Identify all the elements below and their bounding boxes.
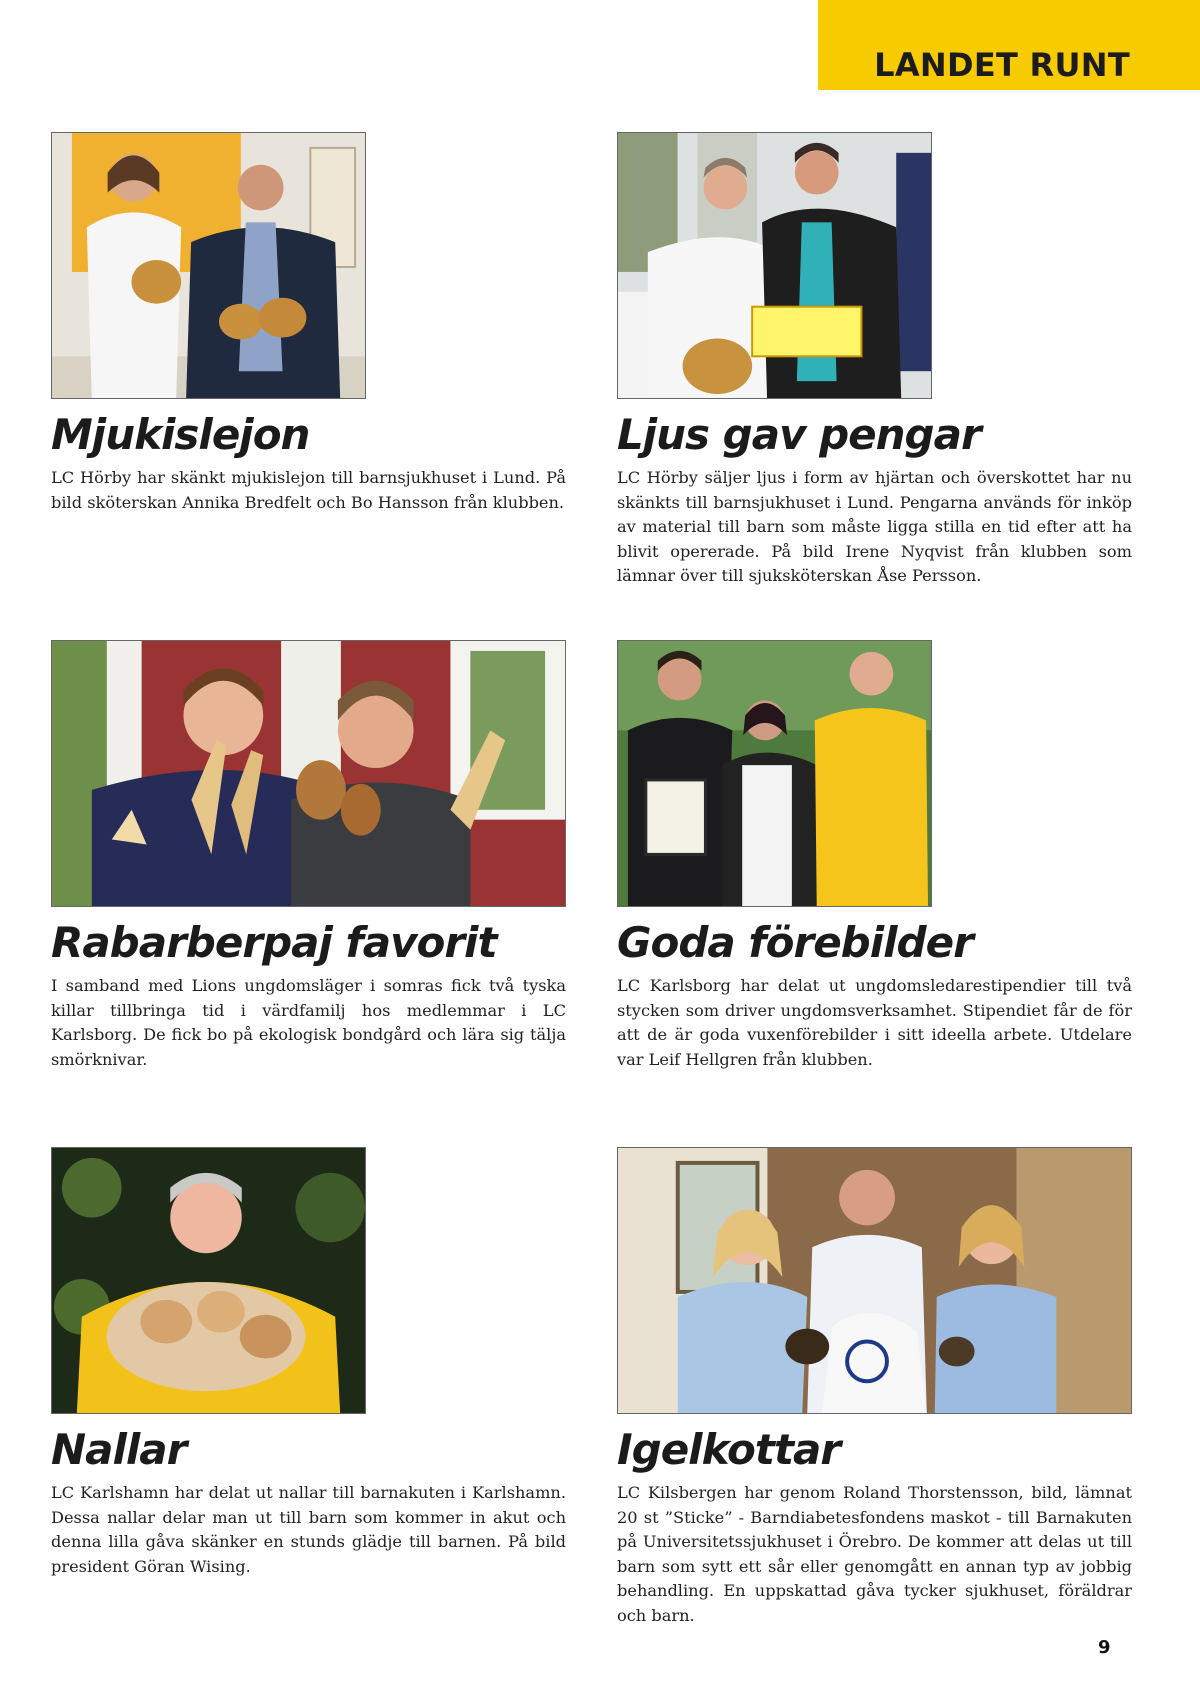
article-body-igelkottar: LC Kilsbergen har genom Roland Thorstensson, bild, lämnat 20 st ”Sticke” - Barndiabetesfondens maskot - till Barnakuten på Universitetssjukhuset i Örebro. De kommer att delas ut till barn som sytt ett sår eller genomgått en annan typ av jobbig behandling. En uppskattad gåva tycker sjukhuset, föräldrar och barn. [617, 1483, 1132, 1625]
photo-ljus-gav-pengar [617, 132, 932, 399]
article-title-ljus-gav-pengar: Ljus gav pengar [617, 410, 981, 459]
article-title-goda-forebilder: Goda förebilder [617, 918, 973, 967]
photo-igelkottar [617, 1147, 1132, 1414]
section-label: LANDET RUNT [874, 46, 1130, 84]
page-number: 9 [1098, 1637, 1111, 1658]
photo-goda-forebilder [617, 640, 932, 907]
article-title-igelkottar: Igelkottar [617, 1425, 841, 1474]
article-body-ljus-gav-pengar: LC Hörby säljer ljus i form av hjärtan och överskottet har nu skänkts till barnsjukhuset i Lund. Pengarna används för inköp av material till barn som måste ligga stilla en tid efter att ha blivit opererade. På bild Irene Nyqvist från klubben som lämnar över till sjuksköterskan Åse Persson. [617, 468, 1132, 585]
photo-mjukislejon [51, 132, 366, 399]
section-tab [818, 0, 1200, 90]
article-body-mjukislejon: LC Hörby har skänkt mjukislejon till barnsjukhuset i Lund. På bild sköterskan Annika Bredfelt och Bo Hansson från klubben. [51, 468, 566, 512]
photo-rabarberpaj-favorit [51, 640, 566, 907]
article-title-rabarberpaj-favorit: Rabarberpaj favorit [51, 918, 497, 967]
article-title-nallar: Nallar [51, 1425, 187, 1474]
article-title-mjukislejon: Mjukislejon [51, 410, 310, 459]
article-body-goda-forebilder: LC Karlsborg har delat ut ungdomsledarestipendier till två stycken som driver ungdomsverksamhet. Stipendiet får de för att de är goda vuxenförebilder i sitt ideella arbete. Utdelare var Leif Hellgren från klubben. [617, 976, 1132, 1069]
photo-nallar [51, 1147, 366, 1414]
article-body-rabarberpaj-favorit: I samband med Lions ungdomsläger i somras fick två tyska killar tillbringa tid i värdfamilj hos medlemmar i LC Karlsborg. De fick bo på ekologisk bondgård och lära sig tälja smörknivar. [51, 976, 566, 1069]
article-body-nallar: LC Karlshamn har delat ut nallar till barnakuten i Karlshamn. Dessa nallar delar man ut till barn som kommer in akut och denna lilla gåva skänker en stunds glädje till barnen. På bild president Göran Wising. [51, 1483, 566, 1576]
